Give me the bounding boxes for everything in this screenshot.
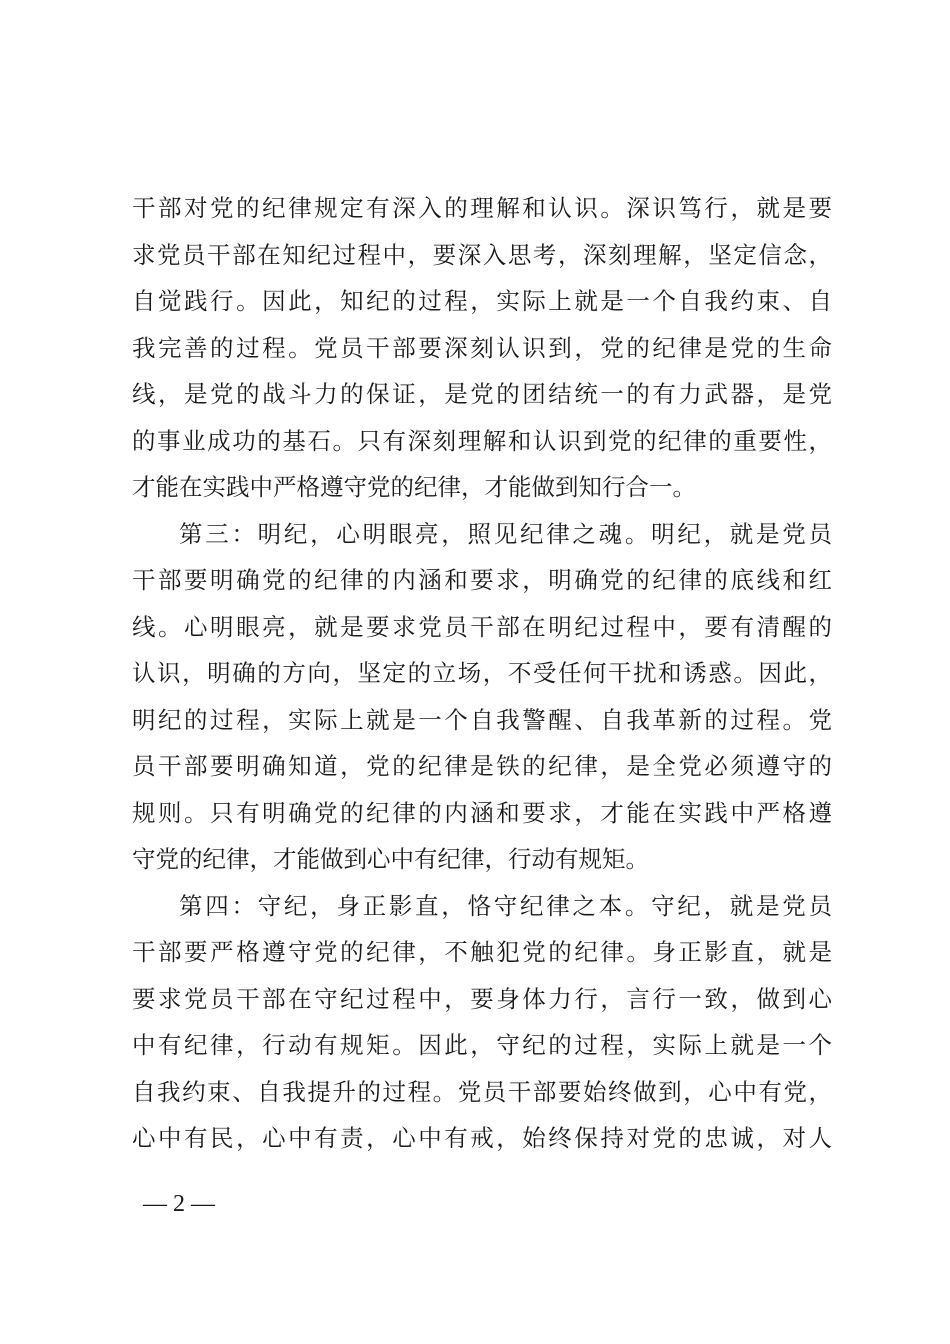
paragraph-2-line: 线。心明眼亮，就是要求党员干部在明纪过程中，要有清醒的 — [132, 612, 832, 641]
paragraph-3-line: 干部要严格遵守党的纪律，不触犯党的纪律。身正影直，就是 — [132, 938, 832, 966]
paragraph-2-line: 守党的纪律，才能做到心中有纪律，行动有规矩。 — [132, 845, 649, 873]
paragraph-1-line: 干部对党的纪律规定有深入的理解和认识。深识笃行，就是要 — [132, 194, 832, 222]
paragraph-3-line: 第四：守纪，身正影直，恪守纪律之本。守纪，就是党员 — [179, 891, 832, 920]
paragraph-3-line: 要求党员干部在守纪过程中，要身体力行，言行一致，做到心 — [132, 984, 832, 1013]
paragraph-3-line: 心中有民，心中有责，心中有戒，始终保持对党的忠诚，对人 — [132, 1124, 832, 1152]
paragraph-1-line: 的事业成功的基石。只有深刻理解和认识到党的纪律的重要性， — [132, 426, 832, 455]
paragraph-2-line: 第三：明纪，心明眼亮，照见纪律之魂。明纪，就是党员 — [179, 519, 832, 548]
paragraph-2-line: 规则。只有明确党的纪律的内涵和要求，才能在实践中严格遵 — [132, 798, 832, 827]
paragraph-3-line: 自我约束、自我提升的过程。党员干部要始终做到，心中有党， — [132, 1077, 832, 1106]
paragraph-1-line: 线，是党的战斗力的保证，是党的团结统一的有力武器，是党 — [132, 380, 832, 408]
body-text — [132, 185, 832, 1162]
paragraph-2-line: 明纪的过程，实际上就是一个自我警醒、自我革新的过程。党 — [132, 705, 832, 734]
paragraph-2-line: 认识，明确的方向，坚定的立场，不受任何干扰和诱惑。因此， — [132, 659, 832, 687]
paragraph-1-line: 才能在实践中严格遵守党的纪律，才能做到知行合一。 — [132, 473, 696, 501]
paragraph-1-line: 自觉践行。因此，知纪的过程，实际上就是一个自我约束、自 — [132, 287, 832, 315]
paragraph-2-line: 干部要明确党的纪律的内涵和要求，明确党的纪律的底线和红 — [132, 566, 832, 594]
paragraph-3-line: 中有纪律，行动有规矩。因此，守纪的过程，实际上就是一个 — [132, 1031, 832, 1059]
paragraph-1-line: 我完善的过程。党员干部要深刻认识到，党的纪律是党的生命 — [132, 333, 832, 362]
page-number: — 2 — — [143, 1191, 215, 1217]
paragraph-2-line: 员干部要明确知道，党的纪律是铁的纪律，是全党必须遵守的 — [132, 752, 832, 780]
paragraph-1-line: 求党员干部在知纪过程中，要深入思考，深刻理解，坚定信念， — [132, 240, 832, 269]
